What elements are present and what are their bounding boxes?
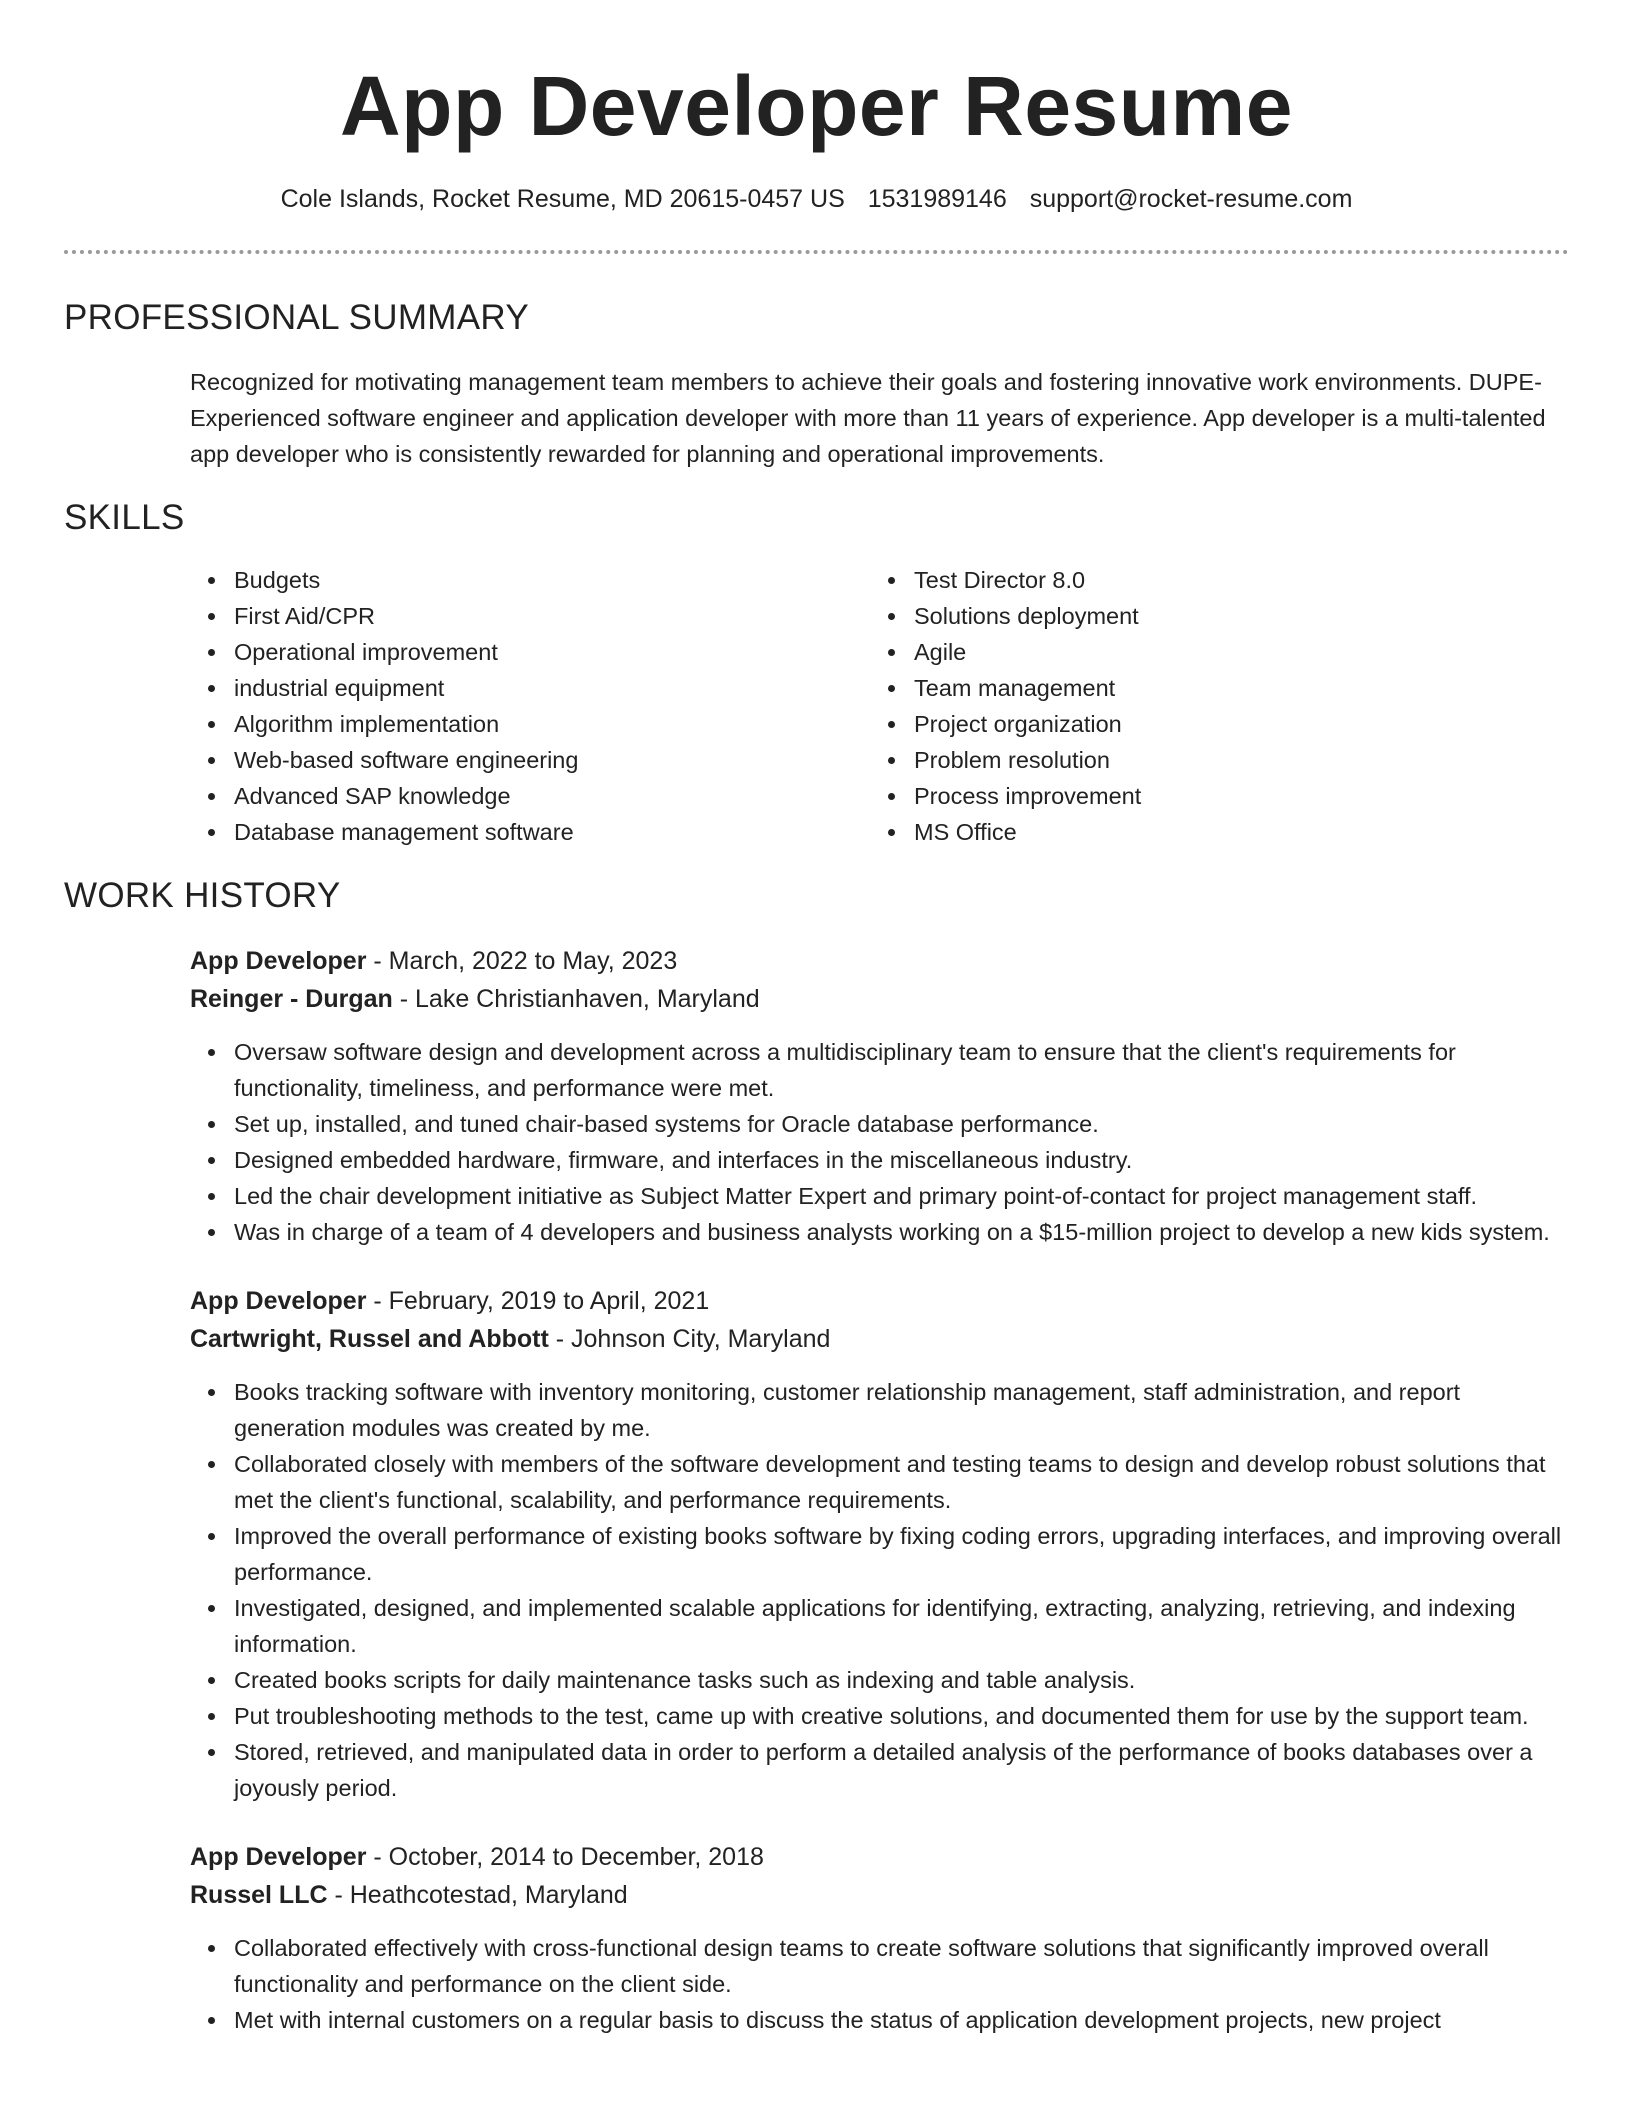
- job-company: Cartwright, Russel and Abbott: [190, 1325, 549, 1353]
- job-dates: - February, 2019 to April, 2021: [366, 1287, 710, 1315]
- job-title: App Developer: [190, 1843, 367, 1871]
- skill-item: Team management: [914, 670, 1141, 706]
- job-bullet: Designed embedded hardware, firmware, and interfaces in the miscellaneous industry.: [234, 1142, 1569, 1178]
- skill-item: Database management software: [234, 814, 870, 850]
- job-location: - Johnson City, Maryland: [548, 1325, 831, 1353]
- job-bullet: Met with internal customers on a regular basis to discuss the status of application development projects, new project: [234, 2002, 1569, 2038]
- job-bullet: Books tracking software with inventory monitoring, customer relationship management, staff administration, and report generation modules was created by me.: [234, 1374, 1569, 1446]
- job-title-line: [190, 942, 1569, 980]
- job-bullet: Was in charge of a team of 4 developers and business analysts working on a $15-million project to develop a new kids system.: [234, 1214, 1569, 1250]
- summary-heading: PROFESSIONAL SUMMARY: [64, 298, 529, 337]
- job-dates: - October, 2014 to December, 2018: [366, 1843, 764, 1871]
- page-title: App Developer Resume: [340, 59, 1293, 153]
- job-company-line: [190, 1320, 1569, 1358]
- job-entry: [190, 1282, 1569, 1806]
- skill-item: Project organization: [914, 706, 1141, 742]
- job-company-line: [190, 1876, 1569, 1914]
- job-bullet: Led the chair development initiative as Subject Matter Expert and primary point-of-contact for project management staff.: [234, 1178, 1569, 1214]
- job-location: - Heathcotestad, Maryland: [327, 1881, 628, 1909]
- skill-item: Web-based software engineering: [234, 742, 870, 778]
- job-bullets: [190, 1034, 1569, 1250]
- skill-item: Process improvement: [914, 778, 1141, 814]
- skill-item: Budgets: [234, 562, 870, 598]
- skill-item: industrial equipment: [234, 670, 870, 706]
- job-company-line: [190, 980, 1569, 1018]
- job-entry: [190, 1838, 1569, 2038]
- skill-item: Algorithm implementation: [234, 706, 870, 742]
- skill-item: MS Office: [914, 814, 1141, 850]
- contact-line: [64, 184, 1569, 214]
- header-divider: [64, 250, 1569, 254]
- job-company: Reinger - Durgan: [190, 985, 393, 1013]
- job-bullet: Improved the overall performance of existing books software by fixing coding errors, upgrading interfaces, and improving overall performance.: [234, 1518, 1569, 1590]
- job-bullet: Created books scripts for daily maintenance tasks such as indexing and table analysis.: [234, 1662, 1569, 1698]
- skill-item: Agile: [914, 634, 1141, 670]
- contact-phone: 1531989146: [867, 185, 1007, 213]
- skill-item: Solutions deployment: [914, 598, 1141, 634]
- job-dates: - March, 2022 to May, 2023: [366, 947, 678, 975]
- job-bullet: Stored, retrieved, and manipulated data in order to perform a detailed analysis of the performance of books databases over a joyously period.: [234, 1734, 1569, 1806]
- job-title: App Developer: [190, 947, 367, 975]
- job-bullet: Collaborated closely with members of the software development and testing teams to design and develop robust solutions that met the client's functional, scalability, and performance requirements.: [234, 1446, 1569, 1518]
- job-title-line: [190, 1838, 1569, 1876]
- job-bullet: Investigated, designed, and implemented scalable applications for identifying, extracting, analyzing, retrieving, and indexing information.: [234, 1590, 1569, 1662]
- job-bullet: Oversaw software design and development across a multidisciplinary team to ensure that the client's requirements for functionality, timeliness, and performance were met.: [234, 1034, 1569, 1106]
- resume-page: [64, 0, 1569, 2038]
- skill-item: Test Director 8.0: [914, 562, 1141, 598]
- job-bullets: [190, 1930, 1569, 2038]
- job-location: - Lake Christianhaven, Maryland: [392, 985, 760, 1013]
- skills-list: [190, 562, 1569, 850]
- job-bullet: Put troubleshooting methods to the test, came up with creative solutions, and documented them for use by the support team.: [234, 1698, 1569, 1734]
- skill-item: First Aid/CPR: [234, 598, 870, 634]
- skill-item: Operational improvement: [234, 634, 870, 670]
- job-bullet: Collaborated effectively with cross-functional design teams to create software solutions that significantly improved overall functionality and performance on the client side.: [234, 1930, 1569, 2002]
- skill-item: Problem resolution: [914, 742, 1141, 778]
- contact-email: support@rocket-resume.com: [1029, 185, 1353, 213]
- skills-heading: SKILLS: [64, 498, 185, 537]
- summary-text: Recognized for motivating management team members to achieve their goals and fostering innovative work environments. DUPE- Experienced software engineer and application developer with more than 11 years of experience. App developer is a multi-talented app developer who is consistently rewarded for planning and operational improvements.: [190, 369, 1546, 467]
- job-title-line: [190, 1282, 1569, 1320]
- skill-item: Advanced SAP knowledge: [234, 778, 870, 814]
- contact-address: Cole Islands, Rocket Resume, MD 20615-0457 US: [280, 185, 845, 213]
- job-bullets: [190, 1374, 1569, 1806]
- job-title: App Developer: [190, 1287, 367, 1315]
- skills-column-right: [870, 562, 1141, 850]
- work-history-heading: WORK HISTORY: [64, 876, 341, 915]
- job-bullet: Set up, installed, and tuned chair-based systems for Oracle database performance.: [234, 1106, 1569, 1142]
- skills-column-left: [190, 562, 870, 850]
- job-company: Russel LLC: [190, 1881, 328, 1909]
- job-entry: [190, 942, 1569, 1250]
